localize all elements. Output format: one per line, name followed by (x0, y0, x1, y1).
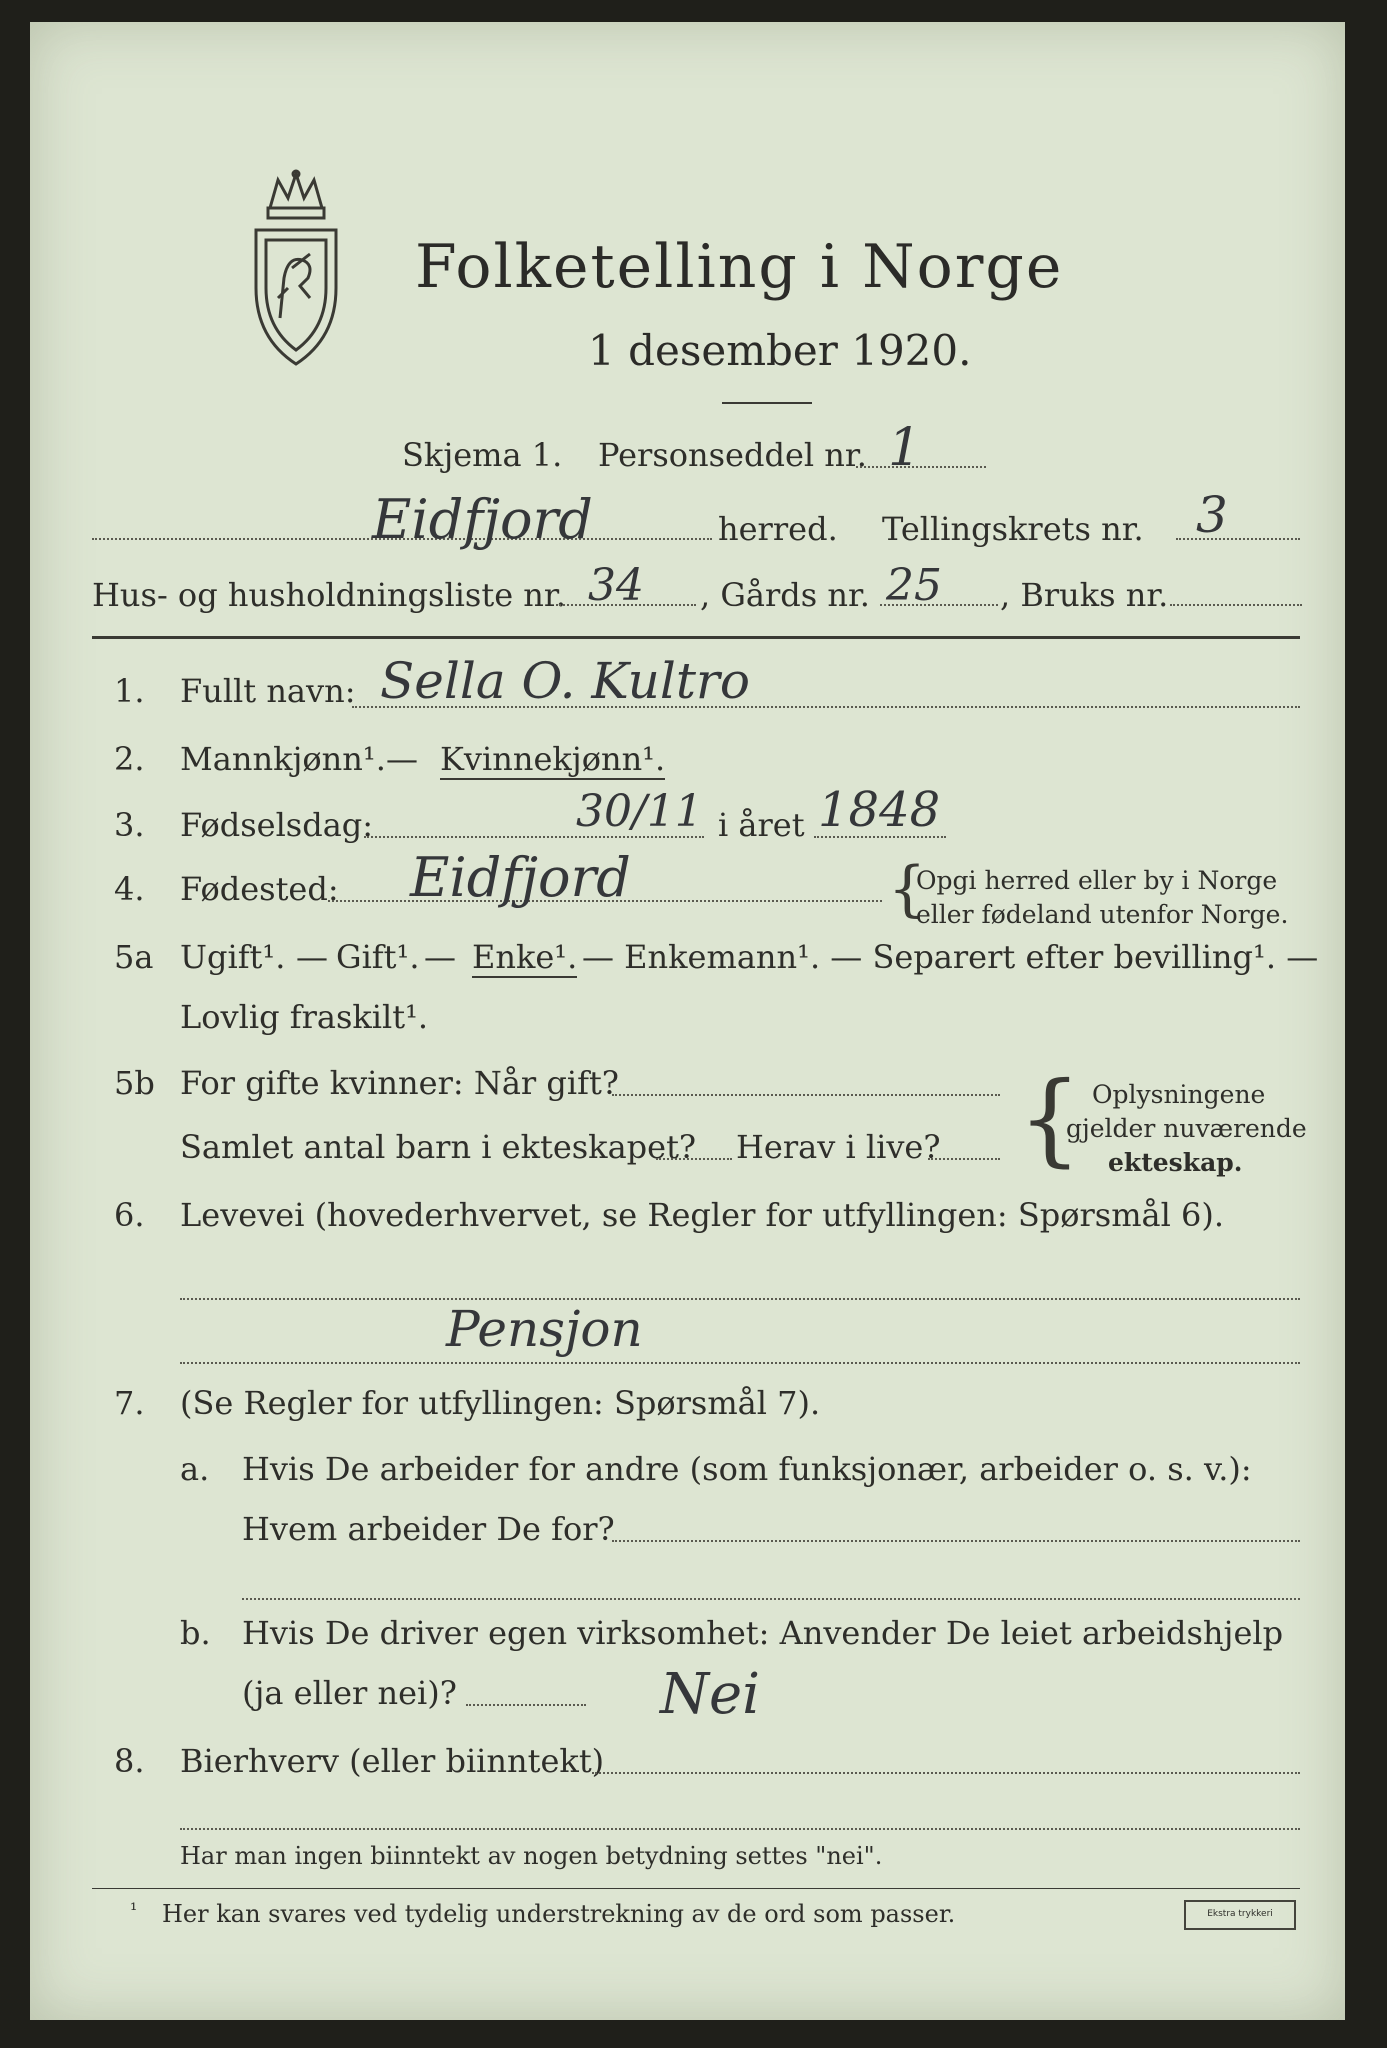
birthday-label: Fødselsdag: (180, 806, 374, 844)
birthplace-value: Eidfjord (410, 846, 631, 909)
marriage-note-line3: ekteskap. (1108, 1148, 1243, 1177)
occupation-line2 (180, 1362, 1300, 1364)
birth-year-label: i året (718, 806, 805, 844)
printer-stamp (1184, 1900, 1296, 1930)
personseddel-label: Personseddel nr. (598, 436, 867, 474)
marriage-note-line2: gjelder nuværende (1066, 1114, 1307, 1143)
hired-help-value: Nei (660, 1662, 761, 1727)
q5a-dash1: — (296, 938, 328, 976)
birthplace-note-brace: { (888, 854, 927, 924)
children-count-question: Samlet antal barn i ekteskapet? (180, 1128, 697, 1166)
tellingskrets-number: 3 (1196, 486, 1228, 544)
hired-help-question: (ja eller nei)? (242, 1674, 457, 1712)
census-date: 1 desember 1920. (588, 326, 972, 375)
children-alive-line (928, 1158, 1000, 1160)
tellingskrets-label: Tellingskrets nr. (882, 510, 1144, 548)
q7b-letter: b. (180, 1614, 211, 1652)
husliste-number: 34 (588, 560, 644, 611)
q5a-dash2: — (424, 938, 456, 976)
q7a-question: Hvis De arbeider for andre (som funksjonær, arbeider o. s. v.): (242, 1450, 1252, 1488)
footnote-mark: ¹ (130, 1900, 138, 1921)
birthplace-note-line1: Opgi herred eller by i Norge (916, 866, 1278, 895)
husliste-label: Hus- og husholdningsliste nr. (92, 576, 566, 614)
q7-rules-reference: (Se Regler for utfyllingen: Spørsmål 7). (180, 1384, 821, 1422)
employer-question: Hvem arbeider De for? (242, 1510, 615, 1548)
q7a-letter: a. (180, 1450, 210, 1488)
employer-line1 (612, 1540, 1300, 1542)
side-income-line2 (180, 1828, 1300, 1830)
q7-number: 7. (114, 1384, 145, 1422)
printer-stamp-text: Ekstra trykkeri (1207, 1909, 1273, 1919)
lovlig-fraskilt-option: Lovlig fraskilt¹. (180, 998, 429, 1036)
children-alive-question: Herav i live? (736, 1128, 941, 1166)
gift-option: Gift¹. (336, 938, 420, 976)
q8-number: 8. (114, 1742, 145, 1780)
children-count-line (656, 1158, 732, 1160)
side-income-question: Bierhverv (eller biinntekt) (180, 1742, 605, 1780)
bruks-line (1170, 604, 1302, 606)
marriage-note-brace: { (1018, 1060, 1082, 1177)
occupation-value: Pensjon (446, 1300, 643, 1358)
q5a-number: 5a (114, 938, 154, 976)
bruks-label: , Bruks nr. (1000, 576, 1169, 614)
occupation-question: Levevei (hovederhvervet, se Regler for utfyllingen: Spørsmål 6). (180, 1196, 1225, 1234)
occupation-line1 (180, 1298, 1300, 1300)
q3-number: 3. (114, 806, 145, 844)
enke-option-underlined: Enke¹. (472, 938, 578, 976)
marriage-note-line1: Oplysningene (1092, 1080, 1266, 1109)
skjema-label: Skjema 1. (402, 436, 563, 474)
q6-number: 6. (114, 1196, 145, 1234)
q2-dash: — (386, 740, 418, 778)
q7b-question: Hvis De driver egen virksomhet: Anvender De leiet arbeidshjelp (242, 1614, 1284, 1652)
when-married-line (612, 1094, 1000, 1096)
no-income-note: Har man ingen biinntekt av nogen betydning settes "nei". (180, 1842, 883, 1870)
female-option-underlined: Kvinnekjønn¹. (440, 740, 666, 778)
q2-number: 2. (114, 740, 145, 778)
personseddel-number: 1 (888, 418, 922, 478)
married-women-question: For gifte kvinner: Når gift? (180, 1064, 619, 1102)
employer-line2 (242, 1598, 1300, 1600)
side-income-line1 (592, 1772, 1300, 1774)
herred-value: Eidfjord (372, 488, 593, 551)
male-option: Mannkjønn¹. (180, 740, 386, 778)
q1-number: 1. (114, 672, 145, 710)
hired-help-line (466, 1704, 586, 1706)
full-name-label: Fullt navn: (180, 672, 356, 710)
title-divider (722, 402, 812, 404)
q4-number: 4. (114, 870, 145, 908)
header-separator (92, 636, 1300, 639)
birthday-value: 30/11 (576, 786, 703, 837)
gards-label: , Gårds nr. (700, 576, 870, 614)
gards-number: 25 (886, 560, 942, 611)
q5b-number: 5b (114, 1064, 155, 1102)
norwegian-coat-of-arms-icon (248, 168, 344, 368)
tellingskrets-line (1176, 538, 1300, 540)
footnote-text: Her kan svares ved tydelig understrekning av de ord som passer. (162, 1900, 956, 1928)
birthplace-note-line2: eller fødeland utenfor Norge. (916, 900, 1289, 929)
full-name-value: Sella O. Kultro (380, 652, 750, 710)
form-title: Folketelling i Norge (415, 232, 1064, 302)
birthplace-label: Fødested: (180, 870, 339, 908)
q5a-other-options: — Enkemann¹. — Separert efter bevilling¹. — (582, 938, 1319, 976)
herred-label: herred. (718, 510, 838, 548)
ugift-option: Ugift¹. (180, 938, 286, 976)
footnote-separator (92, 1888, 1300, 1889)
birth-year-value: 1848 (818, 782, 941, 838)
